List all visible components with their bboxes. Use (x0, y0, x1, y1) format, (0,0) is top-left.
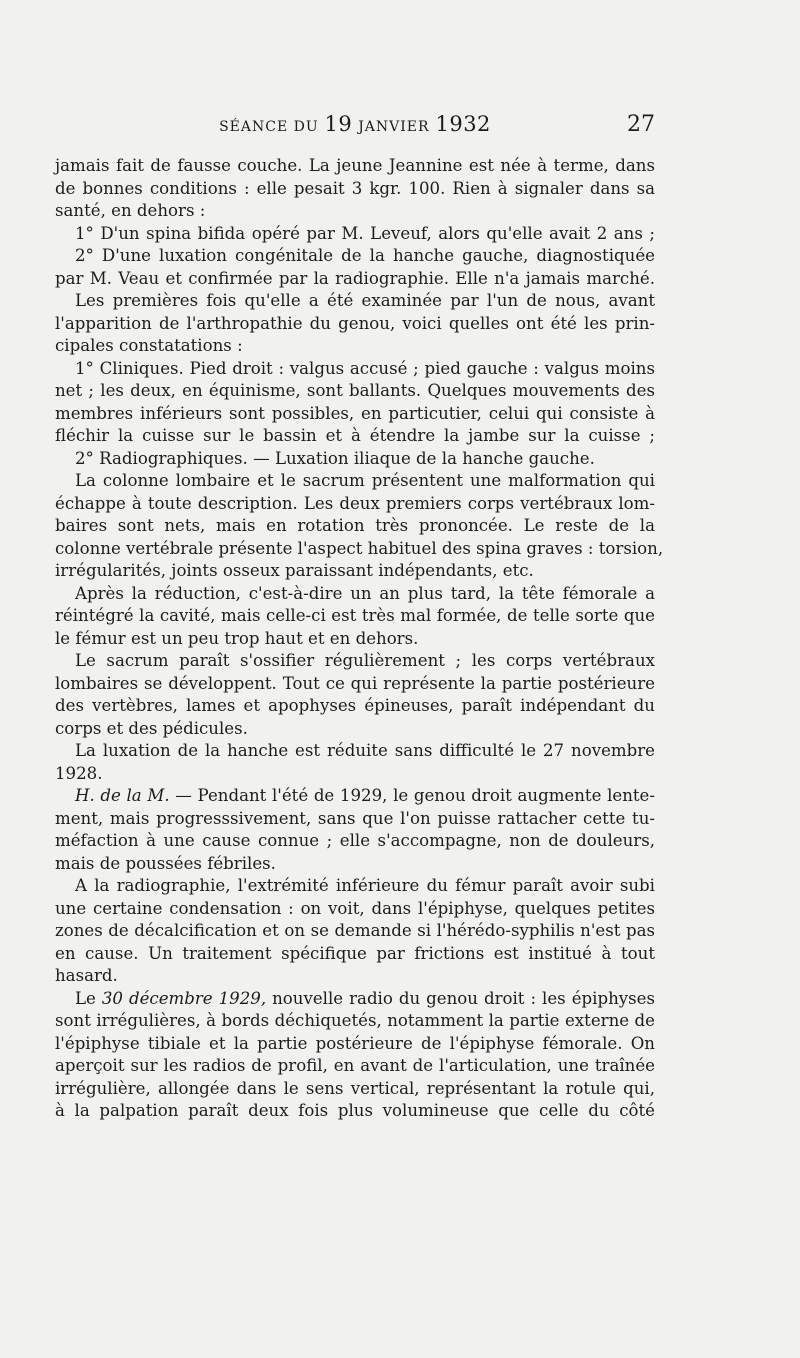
text-line (55, 785, 655, 808)
header-day: 19 (324, 112, 353, 136)
text-line: aperçoit sur les radios de profil, en avant de l'articulation, une traînée (55, 1056, 655, 1075)
header-seance: SÉANCE DU (219, 119, 319, 135)
text-line: Les premières fois qu'elle a été examinée par l'un de nous, avant (75, 291, 655, 310)
text-line: jamais fait de fausse couche. La jeune Jeannine est née à terme, dans (55, 156, 655, 175)
body-text (55, 155, 664, 1123)
text-line: des vertèbres, lames et apophyses épineuses, paraît indépendant du (55, 696, 655, 715)
text-line: à la palpation paraît deux fois plus volumineuse que celle du côté (55, 1101, 655, 1120)
text-line: hasard. (55, 966, 118, 985)
text-line: échappe à toute description. Les deux premiers corps vertébraux lom- (55, 493, 655, 513)
text-line: 2° Radiographiques. — Luxation iliaque de la hanche gauche. (75, 448, 595, 468)
text-line: 1° Cliniques. Pied droit : valgus accusé ; pied gauche : valgus moins (75, 358, 655, 378)
text-line-rest: — Pendant l'été de 1929, le genou droit augmente lente- (175, 786, 655, 805)
text-line: zones de décalcification et on se demande si l'hérédo-syphilis n'est pas (55, 921, 655, 940)
header-month: JANVIER (358, 119, 430, 135)
text-line: réintégré la cavité, mais celle-ci est très mal formée, de telle sorte que (55, 606, 655, 625)
text-line: l'épiphyse tibiale et la partie postérieure de l'épiphyse fémorale. On (55, 1033, 655, 1053)
text-line: 1° D'un spina bifida opéré par M. Leveuf, alors qu'elle avait 2 ans ; (75, 223, 655, 243)
italic-h-de-la-m: H. de la M. (75, 786, 170, 805)
header-year: 1932 (435, 112, 491, 136)
text-line: Le sacrum paraît s'ossifier régulièrement ; les corps vertébraux (75, 651, 655, 670)
text-line: La colonne lombaire et le sacrum présentent une malformation qui (75, 471, 655, 490)
text-line: 1928. (55, 763, 103, 783)
text-line: mais de poussées fébriles. (55, 853, 276, 873)
prefix-le: Le (75, 988, 96, 1008)
running-header (55, 112, 655, 144)
text-line: irrégularités, joints osseux paraissant indépendants, etc. (55, 561, 534, 580)
text-line: colonne vertébrale présente l'aspect habituel des spina graves : torsion, (55, 538, 664, 558)
text-line (55, 988, 655, 1011)
text-line: irrégulière, allongée dans le sens vertical, représentant la rotule qui, (55, 1078, 655, 1098)
text-line: méfaction à une cause connue ; elle s'accompagne, non de douleurs, (55, 831, 655, 850)
page-number: 27 (627, 112, 655, 137)
text-line: Après la réduction, c'est-à-dire un an plus tard, la tête fémorale a (75, 583, 655, 603)
text-line: baires sont nets, mais en rotation très prononcée. Le reste de la (55, 516, 655, 535)
text-line: de bonnes conditions : elle pesait 3 kgr. 100. Rien à signaler dans sa (55, 178, 655, 198)
text-line: en cause. Un traitement spécifique par frictions est institué à tout (55, 943, 655, 963)
text-line: La luxation de la hanche est réduite sans difficulté le 27 novembre (75, 741, 655, 760)
header-title (55, 112, 655, 136)
text-line: A la radiographie, l'extrémité inférieure du fémur paraît avoir subi (75, 876, 655, 895)
text-line: cipales constatations : (55, 336, 243, 355)
text-line: sont irrégulières, à bords déchiquetés, notamment la partie externe de (55, 1011, 655, 1030)
text-line: membres inférieurs sont possibles, en particutier, celui qui consiste à (55, 403, 655, 423)
text-line: l'apparition de l'arthropathie du genou, voici quelles ont été les prin- (55, 313, 655, 333)
text-line: une certaine condensation : on voit, dans l'épiphyse, quelques petites (55, 898, 655, 918)
text-line: le fémur est un peu trop haut et en dehors. (55, 628, 419, 648)
text-line: net ; les deux, en équinisme, sont ballants. Quelques mouvements des (55, 381, 655, 400)
text-line: ment, mais progresssivement, sans que l'on puisse rattacher cette tu- (55, 808, 655, 828)
text-line: lombaires se développent. Tout ce qui représente la partie postérieure (55, 673, 655, 693)
text-line: 2° D'une luxation congénitale de la hanche gauche, diagnostiquée (75, 246, 655, 265)
text-line: fléchir la cuisse sur le bassin et à étendre la jambe sur la cuisse ; (55, 426, 655, 445)
text-line: corps et des pédicules. (55, 718, 248, 738)
italic-date-1929: 30 décembre 1929, (101, 988, 267, 1008)
text-line-rest: nouvelle radio du genou droit : les épiphyses (272, 988, 655, 1008)
text-line: par M. Veau et confirmée par la radiographie. Elle n'a jamais marché. (55, 268, 655, 288)
text-line: santé, en dehors : (55, 201, 206, 220)
